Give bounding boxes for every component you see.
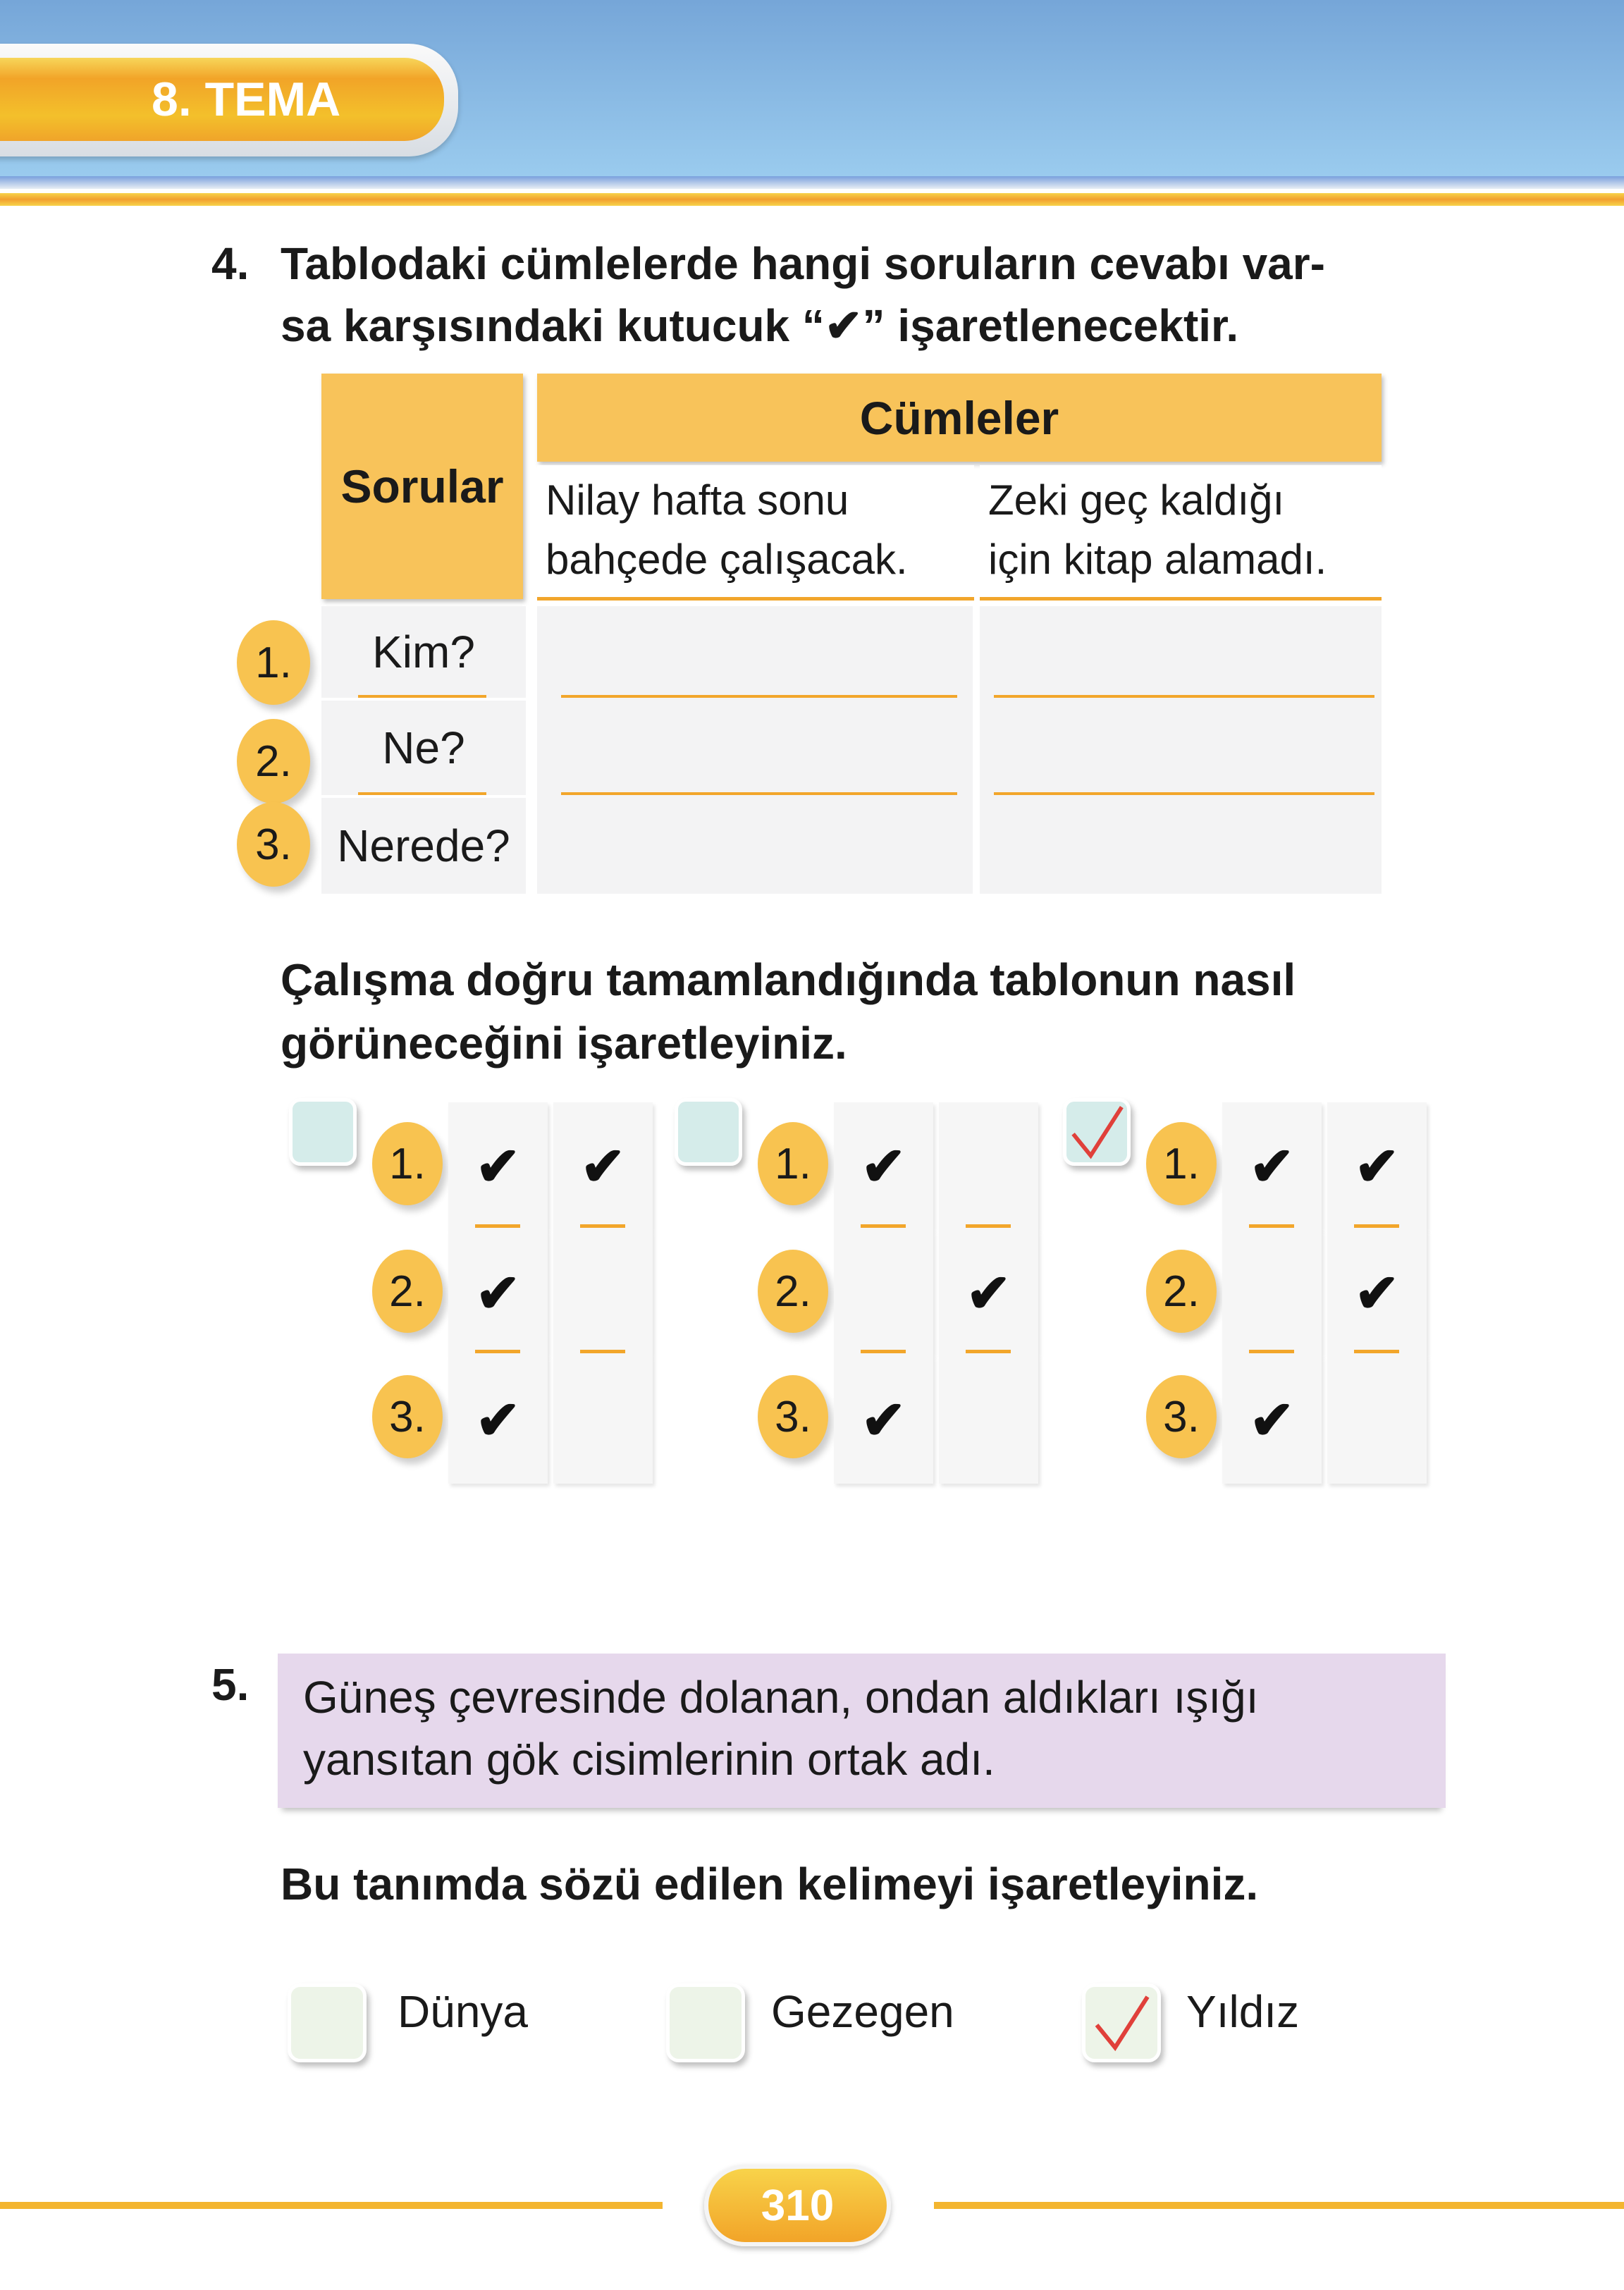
- answer-column-1: [537, 606, 973, 894]
- row-divider: [475, 1350, 520, 1353]
- row-number-badge: 2.: [372, 1250, 443, 1333]
- row-divider: [561, 695, 957, 698]
- question-nerede: Nerede?: [321, 798, 526, 894]
- row-number-badge: 3.: [1146, 1375, 1217, 1458]
- row-divider: [861, 1350, 906, 1353]
- row-divider: [1249, 1350, 1294, 1353]
- definition-line1: Güneş çevresinde dolanan, ondan aldıkları ışığı: [303, 1672, 1259, 1723]
- option-cell: ✔: [553, 1102, 653, 1230]
- option-cell: [1327, 1355, 1427, 1484]
- option-checkbox[interactable]: [675, 1098, 742, 1166]
- sentence-line: bahçede çalışacak.: [546, 536, 908, 583]
- question-kim: Kim?: [321, 606, 526, 698]
- option-cell: ✔: [448, 1102, 548, 1230]
- question-5-instruction: Bu tanımda sözü edilen kelimeyi işaretleyiniz.: [281, 1859, 1259, 1909]
- question-4-line2: sa karşısındaki kutucuk “✔” işaretlenecektir.: [281, 300, 1239, 351]
- row-divider: [1354, 1350, 1399, 1353]
- option-cell: [1222, 1230, 1322, 1355]
- header-orange-line: [0, 193, 1624, 206]
- row-number-badge: 2.: [237, 719, 310, 804]
- header-divider: [0, 176, 1624, 189]
- row-divider: [994, 792, 1374, 795]
- row-number-badge: 1.: [372, 1122, 443, 1205]
- row-divider: [358, 695, 486, 698]
- cumleler-header: Cümleler: [537, 374, 1382, 462]
- option-cell: [553, 1355, 653, 1484]
- row-divider: [966, 1224, 1011, 1228]
- sentence-line: Nilay hafta sonu: [546, 476, 849, 524]
- instruction-line1: Çalışma doğru tamamlandığında tablonun nasıl: [281, 954, 1296, 1005]
- row-number-badge: 3.: [237, 802, 310, 887]
- row-divider: [580, 1224, 625, 1228]
- option-cell: [834, 1230, 933, 1355]
- answer-column-2: [980, 606, 1382, 894]
- row-divider: [580, 1350, 625, 1353]
- option-cell: ✔: [448, 1355, 548, 1484]
- sorular-header: Sorular: [321, 374, 523, 599]
- sentence-1: [537, 465, 974, 601]
- row-number-badge: 1.: [237, 620, 310, 705]
- option-cell: [553, 1230, 653, 1355]
- sentence-2: [980, 465, 1382, 601]
- question-4-number: 4.: [211, 238, 250, 289]
- row-divider: [1354, 1224, 1399, 1228]
- option-cell: ✔: [1222, 1102, 1322, 1230]
- choice-label: Dünya: [398, 1986, 528, 2037]
- footer-line-right: [934, 2202, 1624, 2209]
- definition-line2: yansıtan gök cisimlerinin ortak adı.: [303, 1734, 995, 1785]
- option-checkbox[interactable]: [289, 1098, 357, 1166]
- option-cell: ✔: [1327, 1102, 1427, 1230]
- option-cell: ✔: [448, 1230, 548, 1355]
- option-cell: [939, 1102, 1038, 1230]
- red-check-icon: [1090, 1991, 1153, 2055]
- choice-label: Yıldız: [1186, 1986, 1300, 2037]
- row-divider: [475, 1224, 520, 1228]
- row-number-badge: 1.: [758, 1122, 828, 1205]
- option-cell: ✔: [1222, 1355, 1322, 1484]
- option-checkbox[interactable]: [1063, 1098, 1131, 1166]
- row-divider: [358, 792, 486, 795]
- theme-badge: 8. TEMA: [0, 58, 444, 141]
- row-number-badge: 3.: [372, 1375, 443, 1458]
- row-divider: [994, 695, 1374, 698]
- option-cell: [939, 1355, 1038, 1484]
- question-4-line1: Tablodaki cümlelerde hangi soruların cevabı var-: [281, 238, 1325, 289]
- definition-box: [278, 1654, 1446, 1808]
- choice-label: Gezegen: [771, 1986, 954, 2037]
- red-check-icon: [1066, 1100, 1127, 1164]
- row-divider: [1249, 1224, 1294, 1228]
- choice-checkbox[interactable]: [666, 1983, 745, 2062]
- row-number-badge: 3.: [758, 1375, 828, 1458]
- row-divider: [861, 1224, 906, 1228]
- option-cell: ✔: [939, 1230, 1038, 1355]
- instruction-line2: görüneceğini işaretleyiniz.: [281, 1018, 847, 1069]
- choice-checkbox[interactable]: [288, 1983, 367, 2062]
- row-number-badge: 2.: [1146, 1250, 1217, 1333]
- row-number-badge: 1.: [1146, 1122, 1217, 1205]
- option-cell: ✔: [1327, 1230, 1427, 1355]
- option-cell: ✔: [834, 1355, 933, 1484]
- row-divider: [561, 792, 957, 795]
- question-5-number: 5.: [211, 1659, 250, 1710]
- choice-checkbox[interactable]: [1082, 1983, 1161, 2062]
- row-number-badge: 2.: [758, 1250, 828, 1333]
- page-number: 310: [704, 2165, 891, 2246]
- question-ne: Ne?: [321, 701, 526, 795]
- footer-line-left: [0, 2202, 663, 2209]
- option-cell: ✔: [834, 1102, 933, 1230]
- row-divider: [966, 1350, 1011, 1353]
- sentence-line: için kitap alamadı.: [988, 536, 1327, 583]
- sentence-line: Zeki geç kaldığı: [988, 476, 1285, 524]
